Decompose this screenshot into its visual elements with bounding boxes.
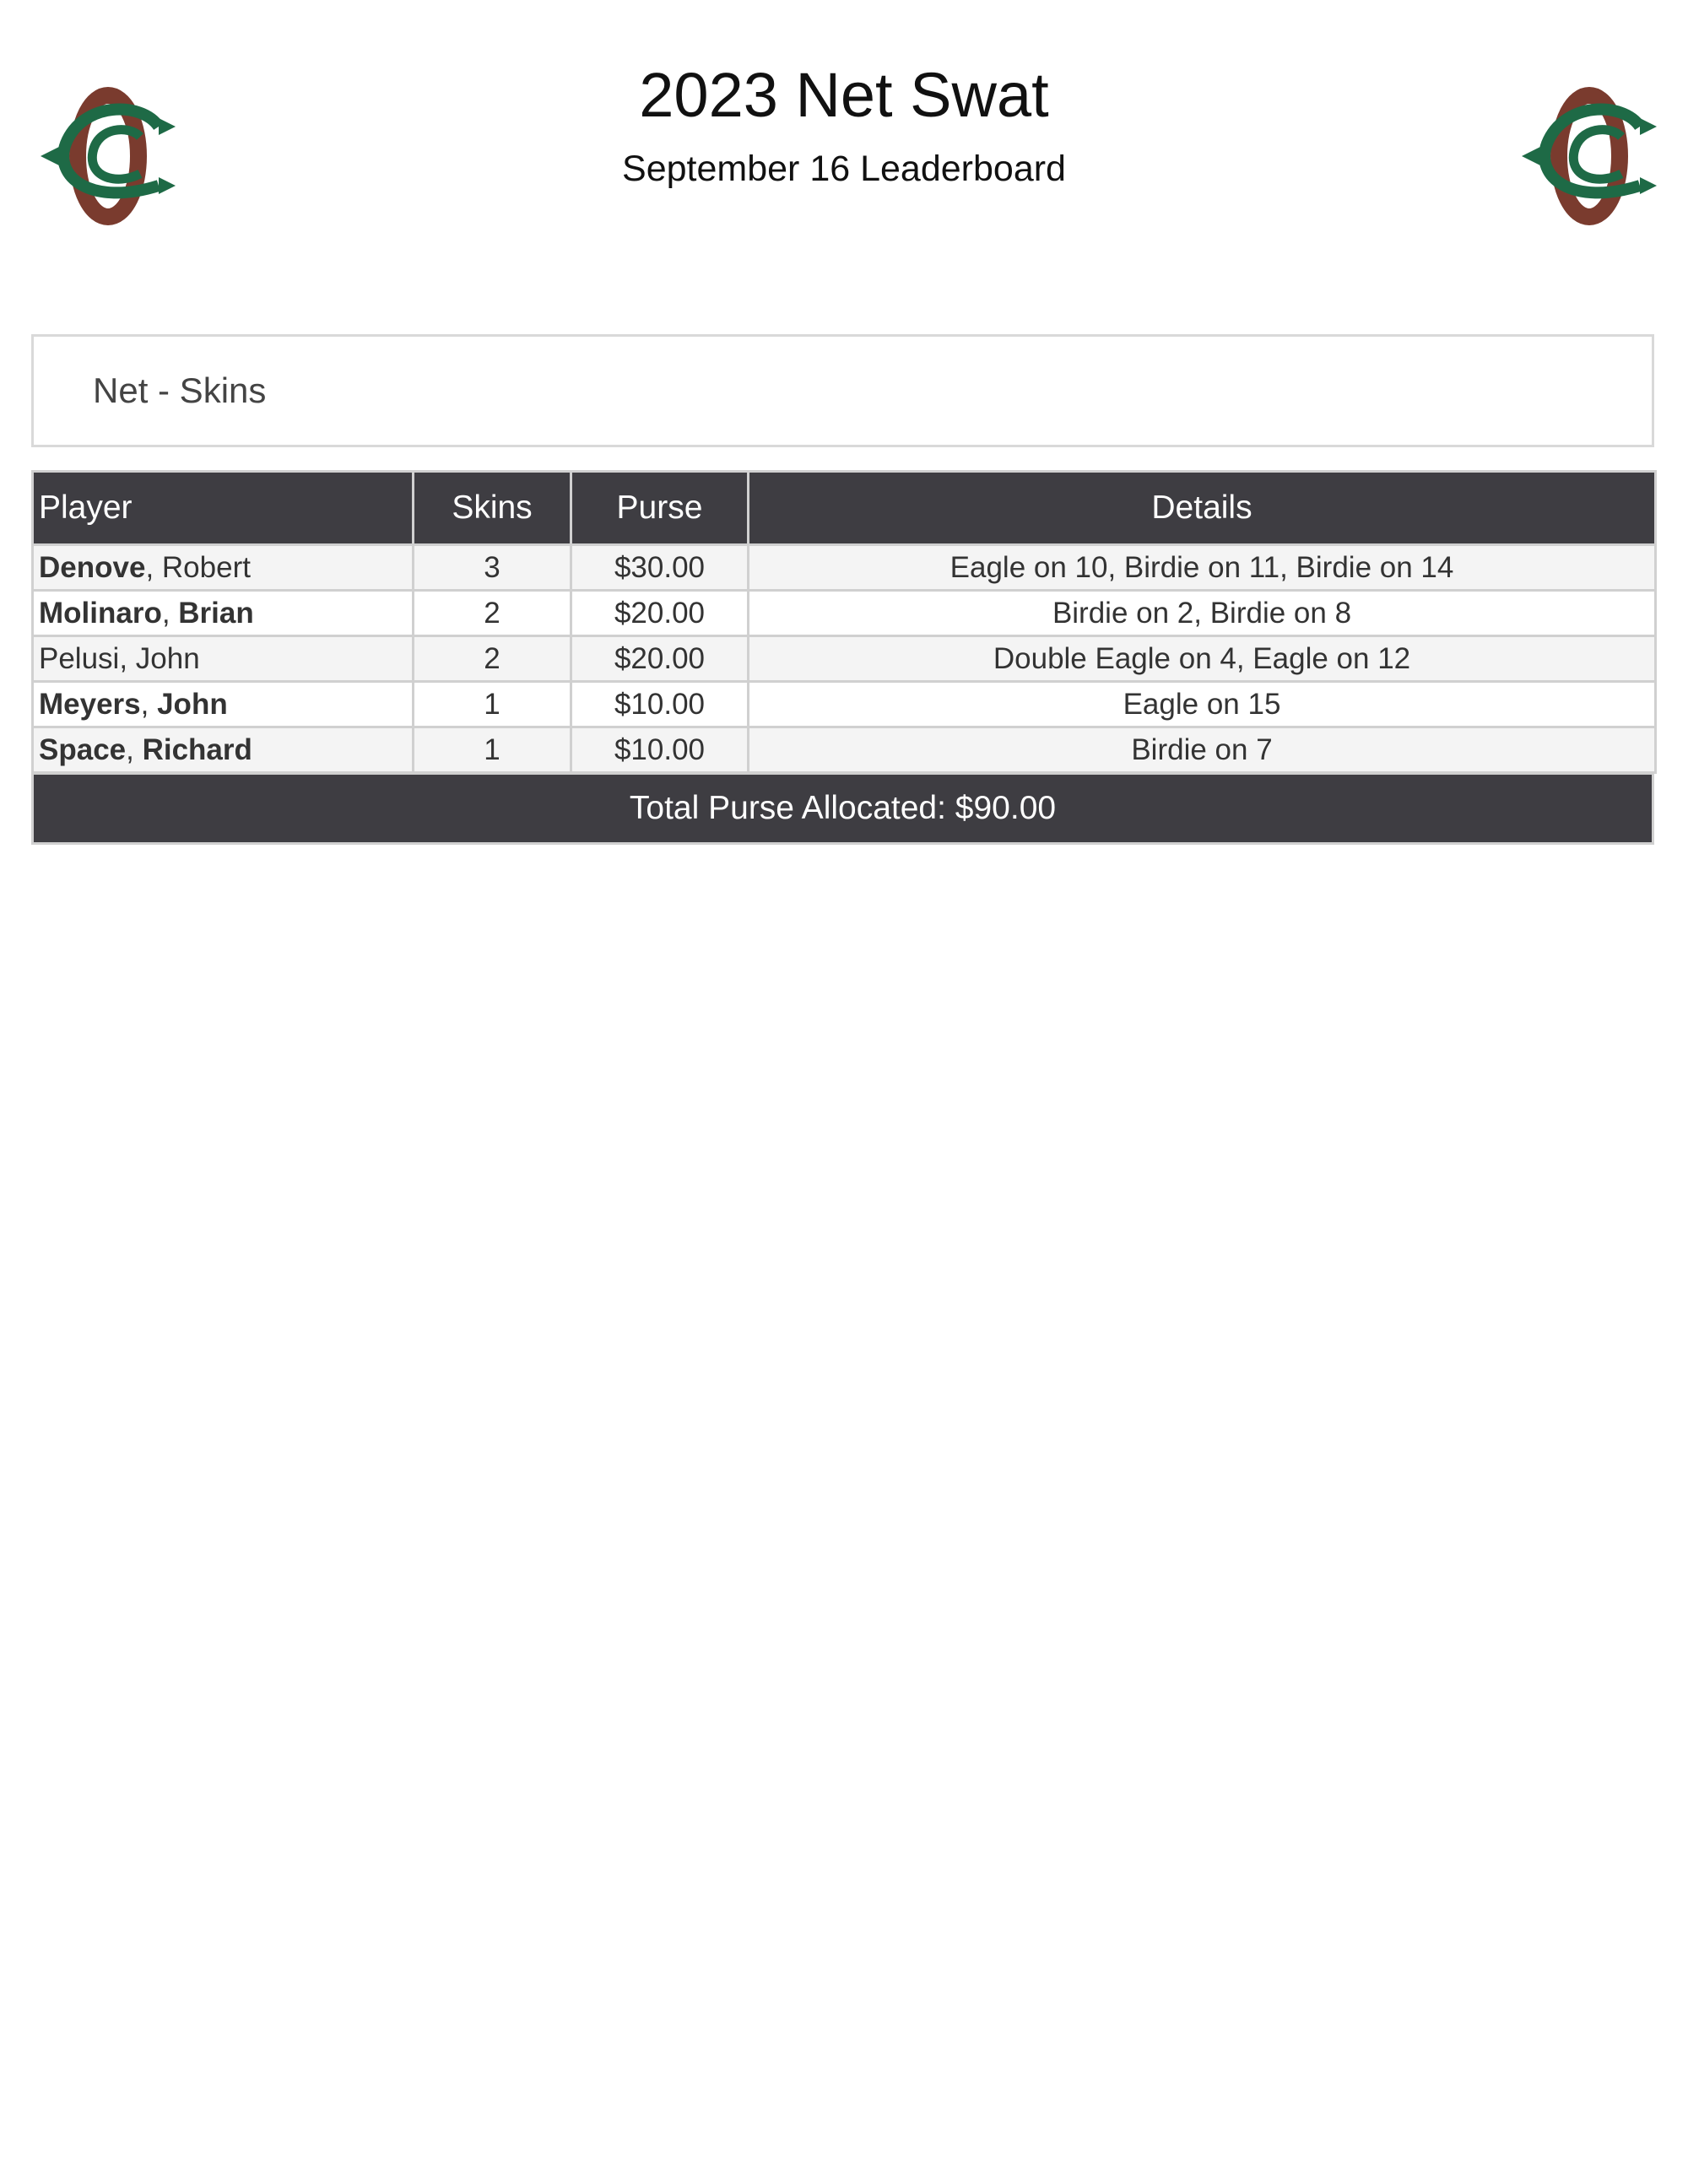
column-header-details[interactable]: Details (749, 472, 1656, 545)
page-title: 2023 Net Swat (639, 60, 1049, 130)
details-cell: Birdie on 2, Birdie on 8 (749, 591, 1656, 636)
player-last-name: Pelusi (39, 641, 120, 675)
purse-cell: $30.00 (571, 545, 749, 591)
section-title: Net - Skins (93, 370, 267, 410)
details-cell: Double Eagle on 4, Eagle on 12 (749, 636, 1656, 682)
oc-monogram-icon (32, 68, 184, 245)
club-logo-left (32, 68, 184, 245)
table-row[interactable] (33, 545, 1656, 591)
total-purse-bar: Total Purse Allocated: $90.00 (31, 772, 1654, 845)
skins-cell: 1 (414, 727, 571, 773)
details-cell: Eagle on 10, Birdie on 11, Birdie on 14 (749, 545, 1656, 591)
player-first-name: Brian (178, 596, 254, 630)
skins-table (31, 470, 1657, 774)
player-cell: Space, Richard (33, 727, 414, 773)
purse-cell: $20.00 (571, 636, 749, 682)
table-row[interactable] (33, 591, 1656, 636)
page-subtitle: September 16 Leaderboard (622, 149, 1066, 189)
column-header-skins[interactable]: Skins (414, 472, 571, 545)
details-cell: Birdie on 7 (749, 727, 1656, 773)
table-row[interactable] (33, 636, 1656, 682)
player-first-name: John (135, 641, 200, 675)
purse-cell: $20.00 (571, 591, 749, 636)
player-last-name: Denove (39, 550, 146, 584)
skins-cell: 3 (414, 545, 571, 591)
skins-cell: 2 (414, 591, 571, 636)
details-cell: Eagle on 15 (749, 682, 1656, 727)
skins-cell: 2 (414, 636, 571, 682)
column-header-player[interactable]: Player (33, 472, 414, 545)
player-cell: Pelusi, John (33, 636, 414, 682)
club-logo-right (1513, 68, 1665, 245)
table-header-row (33, 472, 1656, 545)
player-last-name: Space (39, 733, 127, 766)
oc-monogram-icon (1513, 68, 1665, 245)
player-first-name: Richard (142, 733, 252, 766)
skins-cell: 1 (414, 682, 571, 727)
column-header-purse[interactable]: Purse (571, 472, 749, 545)
page-header (0, 0, 1688, 270)
section-header-box (31, 334, 1654, 447)
player-cell: Denove, Robert (33, 545, 414, 591)
player-cell: Molinaro, Brian (33, 591, 414, 636)
table-row[interactable] (33, 727, 1656, 773)
player-first-name: John (157, 687, 228, 721)
player-last-name: Molinaro (39, 596, 162, 630)
player-last-name: Meyers (39, 687, 141, 721)
purse-cell: $10.00 (571, 727, 749, 773)
player-first-name: Robert (161, 550, 251, 584)
table-row[interactable] (33, 682, 1656, 727)
player-cell: Meyers, John (33, 682, 414, 727)
purse-cell: $10.00 (571, 682, 749, 727)
